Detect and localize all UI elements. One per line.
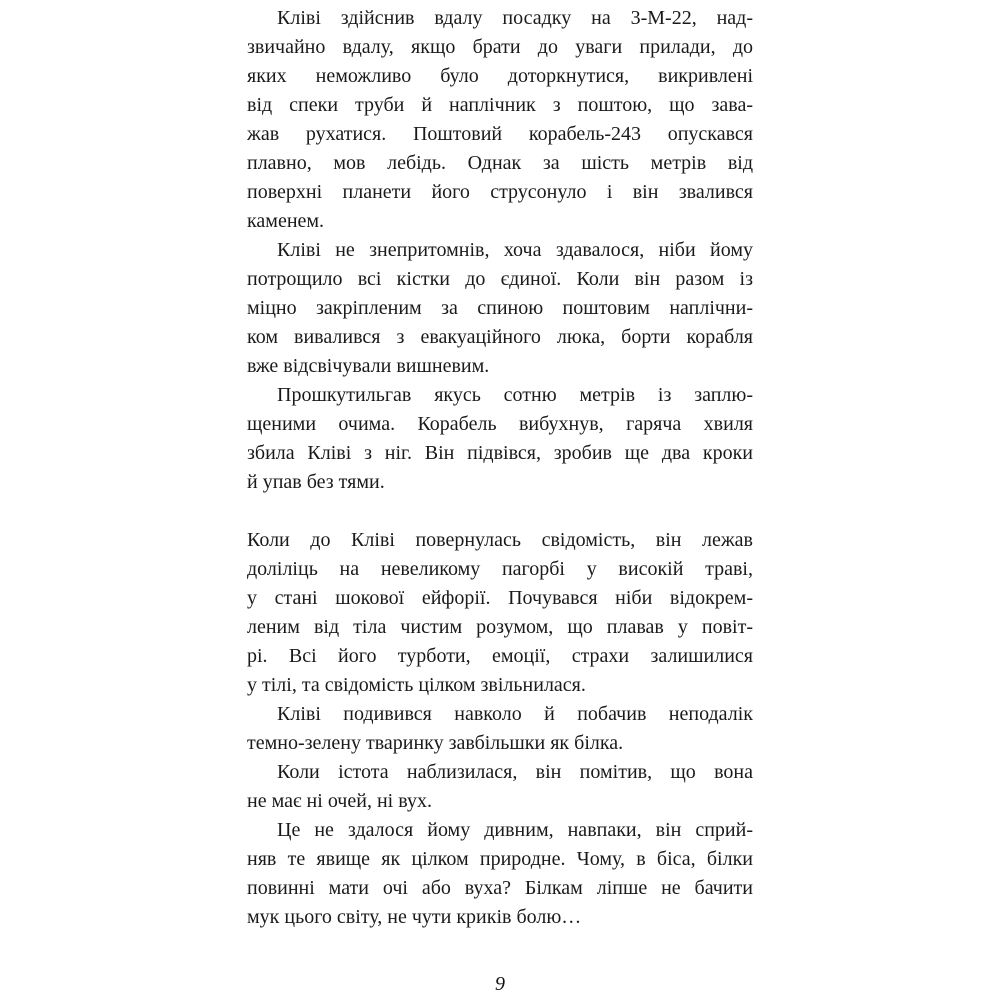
text-line: плавно, мов лебідь. Однак за шість метрів від	[247, 152, 753, 174]
paragraph-4	[247, 526, 753, 700]
paragraph-5	[247, 700, 753, 758]
text-line: доліліць на невеликому пагорбі у високій траві,	[247, 558, 753, 580]
text-line: від спеки труби й наплічник з поштою, що зава-	[247, 94, 753, 116]
text-line: жав рухатися. Поштовий корабель-243 опускався	[247, 123, 753, 145]
text-line: Це не здалося йому дивним, навпаки, він сприй-	[277, 819, 753, 841]
text-line: Кліві не знепритомнів, хоча здавалося, ніби йому	[277, 239, 753, 261]
text-line: каменем.	[247, 210, 325, 232]
text-line: поверхні планети його струсонуло і він звалився	[247, 181, 753, 203]
text-line: яких неможливо було доторкнутися, викривлені	[247, 65, 753, 87]
text-line: й упав без тями.	[247, 471, 385, 493]
text-line: леним від тіла чистим розумом, що плавав у повіт-	[247, 616, 753, 638]
text-line: не має ні очей, ні вух.	[247, 790, 432, 812]
paragraph-2	[247, 236, 753, 381]
text-line: у тілі, та свідомість цілком звільнилася.	[247, 674, 586, 696]
paragraph-3	[247, 381, 753, 497]
text-line: повинні мати очі або вуха? Білкам ліпше не бачити	[247, 877, 753, 899]
text-line: Прошкутильгав якусь сотню метрів із заплю-	[277, 384, 753, 406]
text-line: звичайно вдалу, якщо брати до уваги прилади, до	[247, 36, 753, 58]
text-line: мук цього світу, не чути криків болю…	[247, 906, 582, 928]
paragraph-7	[247, 816, 753, 932]
text-line: збила Кліві з ніг. Він підвівся, зробив ще два кроки	[247, 442, 753, 464]
text-line: Кліві здійснив вдалу посадку на 3-М-22, над-	[277, 7, 753, 29]
text-line: Кліві подивився навколо й побачив неподалік	[277, 703, 753, 725]
page-number: 9	[495, 973, 505, 995]
text-line: няв те явище як цілком природне. Чому, в біса, білки	[247, 848, 753, 870]
text-line: темно-зелену тваринку завбільшки як білка.	[247, 732, 624, 754]
text-line: вже відсвічували вишневим.	[247, 355, 490, 377]
text-line: міцно закріпленим за спиною поштовим наплічни-	[247, 297, 753, 319]
paragraph-6	[247, 758, 753, 816]
text-line: щеними очима. Корабель вибухнув, гаряча хвиля	[247, 413, 753, 435]
paragraph-1	[247, 4, 753, 236]
text-line: Коли до Кліві повернулась свідомість, він лежав	[247, 529, 753, 551]
section-break	[247, 497, 753, 526]
text-line: у стані шокової ейфорії. Почувався ніби відокрем-	[247, 587, 753, 609]
text-line: ком вивалився з евакуаційного люка, борти корабля	[247, 326, 753, 348]
text-line: рі. Всі його турботи, емоції, страхи залишилися	[247, 645, 753, 667]
text-line: Коли істота наблизилася, він помітив, що вона	[277, 761, 753, 783]
book-page-text	[247, 4, 753, 932]
text-line: потрощило всі кістки до єдиної. Коли він разом із	[247, 268, 753, 290]
